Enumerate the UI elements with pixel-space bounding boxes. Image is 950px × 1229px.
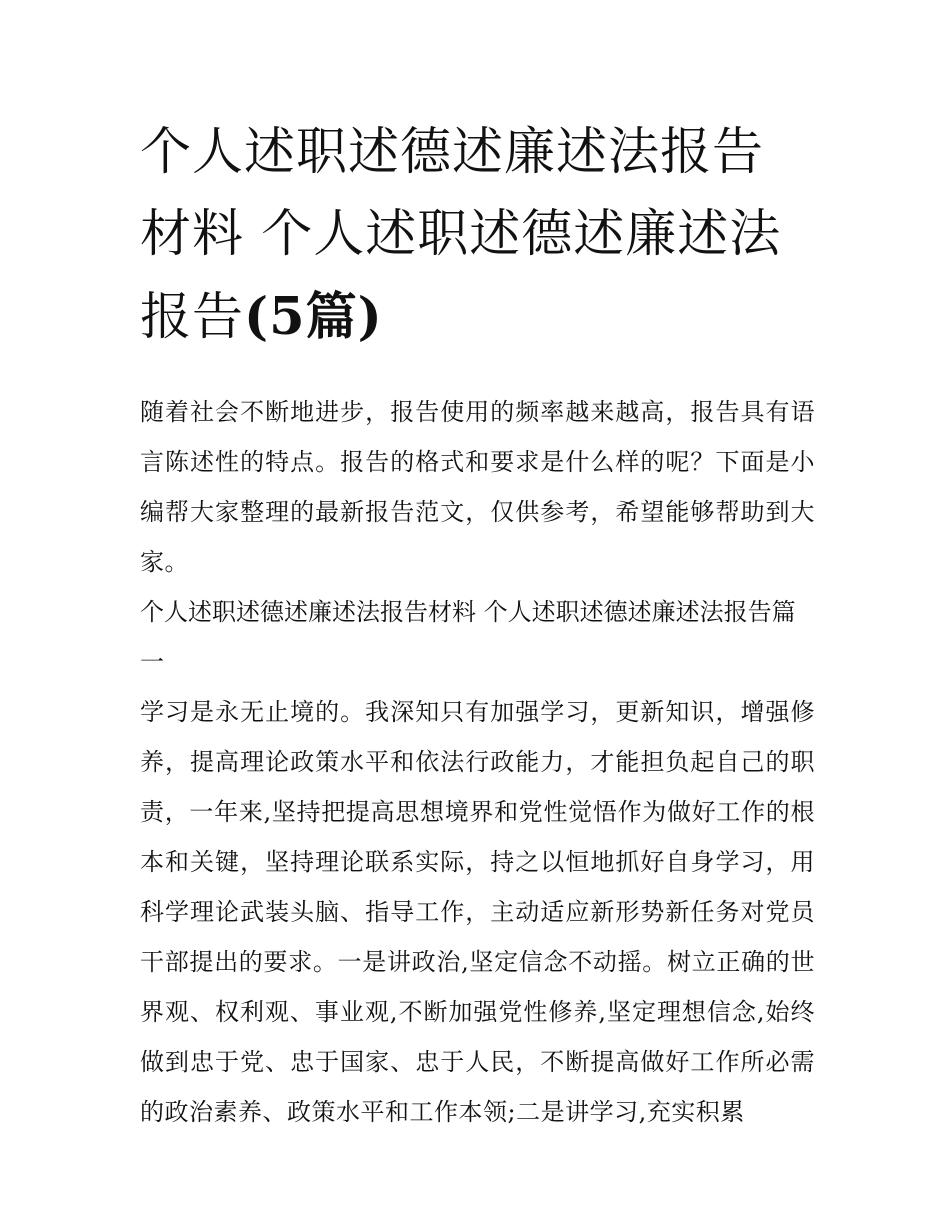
- document-title: [140, 112, 815, 359]
- title-suffix: (5篇): [244, 287, 383, 347]
- title-main: 个人述职述德述廉述法报告材料 个人述职述德述廉述法报告: [140, 123, 782, 347]
- document-page: [140, 112, 815, 1137]
- intro-paragraph: 随着社会不断地进步，报告使用的频率越来越高，报告具有语言陈述性的特点。报告的格式和要求是什么样的呢？下面是小编帮大家整理的最新报告范文，仅供参考，希望能够帮助到大家。: [140, 398, 815, 576]
- section-title: 个人述职述德述廉述法报告材料 个人述职述德述廉述法报告篇一: [140, 598, 796, 676]
- body-paragraph: 学习是永无止境的。我深知只有加强学习，更新知识，增强修养，提高理论政策水平和依法行政能力，才能担负起自己的职责，一年来,坚持把提高思想境界和党性觉悟作为做好工作的根本和关键，坚持理论联系实际，持之以恒地抓好自身学习，用科学理论武装头脑、指导工作，主动适应新形势新任务对党员干部提出的要求。一是讲政治,坚定信念不动摇。树立正确的世界观、权利观、事业观,不断加强党性修养,坚定理想信念,始终做到忠于党、忠于国家、忠于人民，不断提高做好工作所必需的政治素养、政策水平和工作本领;二是讲学习,充实积累: [140, 698, 815, 1126]
